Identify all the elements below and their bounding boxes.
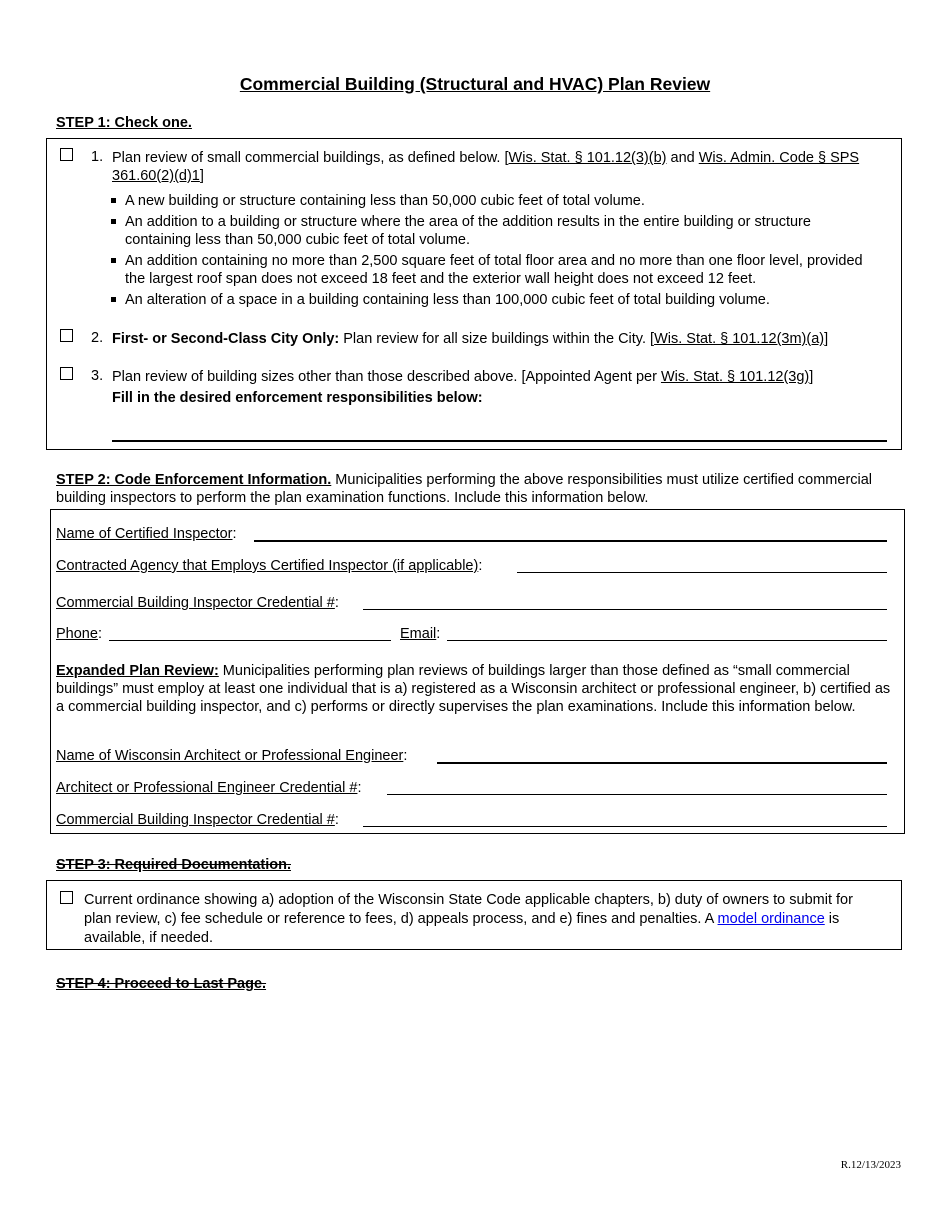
- architect-credential-field[interactable]: [387, 794, 887, 795]
- architect-name-label: Name of Wisconsin Architect or Professional Engineer:: [56, 748, 408, 764]
- option1-checkbox[interactable]: [60, 148, 73, 161]
- email-label: Email:: [400, 626, 441, 642]
- list-item: A new building or structure containing less than 50,000 cubic feet of total volume.: [111, 192, 871, 210]
- page-title: Commercial Building (Structural and HVAC) Plan Review: [239, 74, 711, 94]
- option2-ref: Wis. Stat. § 101.12(3m)(a): [654, 331, 825, 347]
- option3-checkbox[interactable]: [60, 367, 73, 380]
- ordinance-text: Current ordinance showing a) adoption of the Wisconsin State Code applicable chapters, b) duty of owners to submit for plan review, c) fee schedule or reference to fees, d) appeals process, and e) fines and penalties. A model ordinance is available, if needed.: [84, 892, 853, 946]
- inspector-name-label: Name of Certified Inspector:: [56, 526, 237, 542]
- list-item: An addition containing no more than 2,500 square feet of total floor area and no more than one floor level, provided the largest roof span does not exceed 18 feet and the exterior wall height does not exceed 12 feet.: [111, 252, 871, 288]
- credential-field[interactable]: [363, 609, 887, 610]
- revision-date: R.12/13/2023: [840, 1159, 901, 1171]
- inspector-name-field[interactable]: [254, 540, 887, 542]
- list-item: An alteration of a space in a building containing less than 100,000 cubic feet of total building volume.: [111, 291, 871, 309]
- list-item: An addition to a building or structure where the area of the addition results in the entire building or structure containing less than 50,000 cubic feet of total volume.: [111, 213, 871, 249]
- option2-text: First- or Second-Class City Only: Plan review for all size buildings within the City. [Wis. Stat. § 101.12(3m)(a)]: [112, 331, 829, 347]
- option3-ref: Wis. Stat. § 101.12(3g): [660, 369, 810, 385]
- enforcement-responsibilities-line[interactable]: [112, 440, 887, 442]
- option3-fill-label: Fill in the desired enforcement responsibilities below:: [112, 390, 483, 406]
- architect-credential-label: Architect or Professional Engineer Credential #:: [56, 780, 362, 796]
- step4-heading: STEP 4: Proceed to Last Page.: [56, 976, 267, 992]
- step1-box: [46, 138, 902, 450]
- phone-label: Phone:: [56, 626, 102, 642]
- agency-field[interactable]: [517, 572, 887, 573]
- credential-label: Commercial Building Inspector Credential #:: [56, 595, 339, 611]
- option2-number: 2.: [91, 330, 104, 346]
- step2-heading: STEP 2: Code Enforcement Information.: [56, 472, 332, 488]
- step3-box: [46, 880, 902, 950]
- option1-text: Plan review of small commercial buildings, as defined below. [Wis. Stat. § 101.12(3)(b) and Wis. Admin. Code § SPS 361.60(2)(d)1]: [112, 150, 860, 184]
- model-ordinance-link[interactable]: model ordinance: [717, 911, 825, 927]
- inspector-credential-label: Commercial Building Inspector Credential #:: [56, 812, 339, 828]
- expanded-review-paragraph: Expanded Plan Review: Municipalities performing plan reviews of buildings larger than those defined as “small commercial buildings” must employ at least one individual that is a) registered as a Wisconsin architect or professional engineer, b) certified as a commercial building inspector, and c) performs or directly supervises the plan examinations. Include this information below.: [56, 663, 891, 715]
- phone-field[interactable]: [109, 640, 391, 641]
- option1-ref2: Wis. Admin. Code § SPS 361.60(2)(d)1: [112, 150, 860, 184]
- option1-number: 1.: [91, 149, 104, 165]
- expanded-review-heading: Expanded Plan Review:: [56, 663, 219, 679]
- architect-name-field[interactable]: [437, 762, 887, 764]
- agency-label: Contracted Agency that Employs Certified Inspector (if applicable):: [56, 558, 483, 574]
- ordinance-checkbox[interactable]: [60, 891, 73, 904]
- email-field[interactable]: [447, 640, 887, 641]
- option2-checkbox[interactable]: [60, 329, 73, 342]
- step1-heading: STEP 1: Check one.: [56, 115, 192, 131]
- option3-number: 3.: [91, 368, 104, 384]
- step2-intro: STEP 2: Code Enforcement Information. Municipalities performing the above responsibilities must utilize certified commercial building inspectors to perform the plan examination functions. Include this information below.: [56, 472, 873, 506]
- option1-bullets: [111, 192, 871, 312]
- step3-heading: STEP 3: Required Documentation.: [56, 857, 291, 873]
- option1-ref1: Wis. Stat. § 101.12(3)(b): [508, 150, 667, 166]
- inspector-credential-field[interactable]: [363, 826, 887, 827]
- option3-text: Plan review of building sizes other than those described above. [Appointed Agent per Wis. Stat. § 101.12(3g)]: [112, 369, 814, 385]
